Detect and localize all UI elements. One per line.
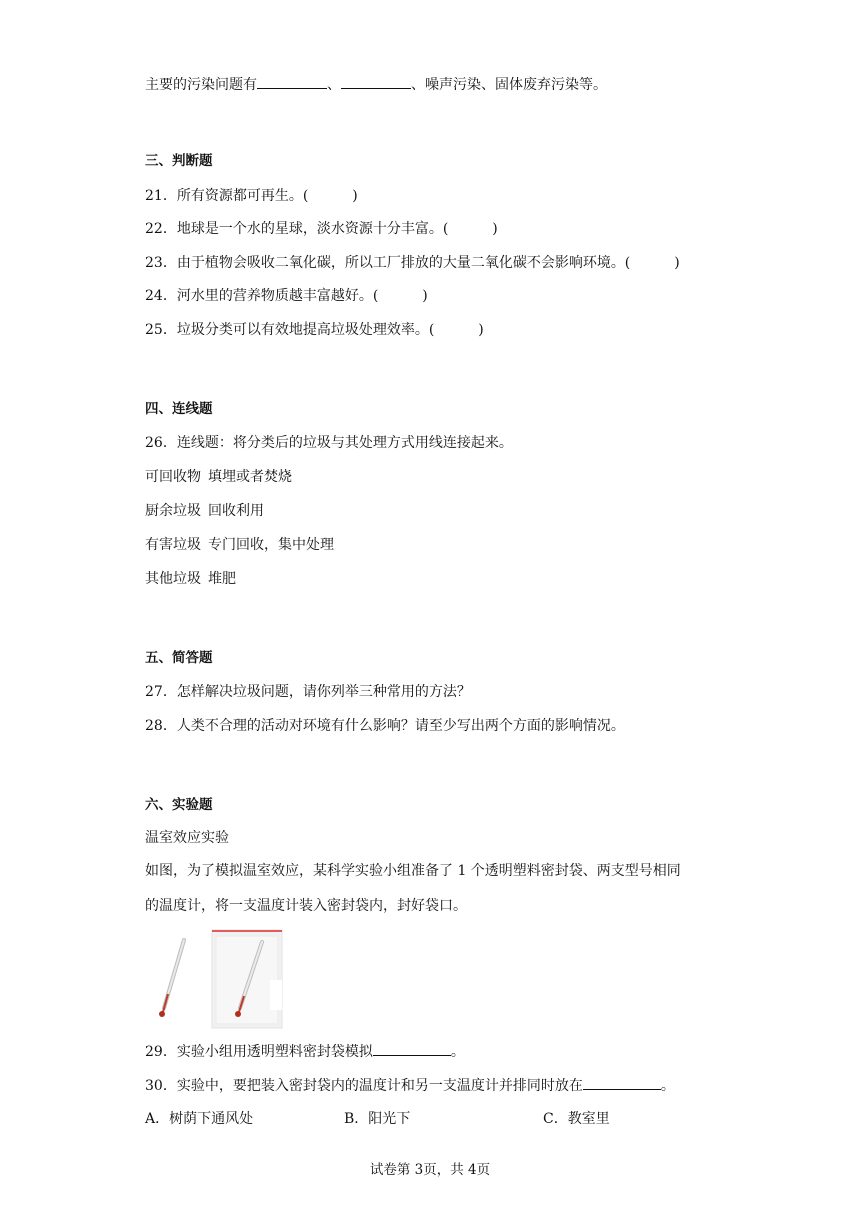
experiment-description: 如图，为了模拟温室效应，某科学实验小组准备了 1 个透明塑料密封袋、两支型号相同 bbox=[145, 863, 681, 879]
option-c[interactable]: C．教室里 bbox=[543, 1111, 610, 1127]
question-24: 24．河水里的营养物质越丰富越好。( ) bbox=[145, 288, 428, 304]
section-title-judge: 三、判断题 bbox=[145, 153, 213, 169]
match-row bbox=[145, 501, 264, 521]
question-27: 27．怎样解决垃圾问题，请你列举三种常用的方法？ bbox=[145, 684, 471, 700]
match-left[interactable]: 厨余垃圾 bbox=[145, 503, 201, 519]
match-row bbox=[145, 569, 236, 589]
answer-blank[interactable] bbox=[257, 74, 327, 89]
experiment-description: 的温度计，将一支温度计装入密封袋内，封好袋口。 bbox=[145, 898, 467, 914]
option-a[interactable]: A．树荫下通风处 bbox=[145, 1111, 254, 1127]
question-23: 23．由于植物会吸收二氧化碳，所以工厂排放的大量二氧化碳不会影响环境。( ) bbox=[145, 255, 680, 271]
q20-tail: 主要的污染问题有 、 、噪声污染、固体废弃污染等。 bbox=[145, 74, 607, 95]
section-title-short-answer: 五、简答题 bbox=[145, 650, 213, 666]
section-title-matching: 四、连线题 bbox=[145, 401, 213, 417]
answer-blank[interactable] bbox=[341, 74, 411, 89]
match-right[interactable]: 堆肥 bbox=[208, 571, 236, 587]
sealed-bag-icon bbox=[212, 930, 282, 1028]
match-left[interactable]: 其他垃圾 bbox=[145, 571, 201, 587]
q20-suffix: 噪声污染、固体废弃污染等。 bbox=[425, 77, 607, 93]
match-right[interactable]: 回收利用 bbox=[208, 503, 264, 519]
answer-blank[interactable] bbox=[583, 1075, 661, 1090]
match-row bbox=[145, 535, 334, 555]
question-22: 22．地球是一个水的星球，淡水资源十分丰富。( ) bbox=[145, 221, 498, 237]
question-21: 21．所有资源都可再生。( ) bbox=[145, 188, 358, 204]
question-30: 30．实验中，要把装入密封袋内的温度计和另一支温度计并排同时放在 。 bbox=[145, 1075, 675, 1096]
answer-blank[interactable] bbox=[373, 1041, 451, 1056]
match-left[interactable]: 有害垃圾 bbox=[145, 537, 201, 553]
section-title-experiment: 六、实验题 bbox=[145, 797, 213, 813]
match-left[interactable]: 可回收物 bbox=[145, 469, 201, 485]
question-29: 29．实验小组用透明塑料密封袋模拟 。 bbox=[145, 1041, 465, 1062]
q20-prefix: 主要的污染问题有 bbox=[145, 77, 257, 93]
match-row bbox=[145, 467, 292, 487]
experiment-title: 温室效应实验 bbox=[145, 830, 229, 846]
thermometer-icon bbox=[159, 940, 184, 1017]
question-25: 25．垃圾分类可以有效地提高垃圾处理效率。( ) bbox=[145, 322, 484, 338]
question-28: 28．人类不合理的活动对环境有什么影响？请至少写出两个方面的影响情况。 bbox=[145, 718, 625, 734]
question-26: 26．连线题：将分类后的垃圾与其处理方式用线连接起来。 bbox=[145, 435, 513, 451]
match-right[interactable]: 专门回收，集中处理 bbox=[208, 537, 334, 553]
match-right[interactable]: 填埋或者焚烧 bbox=[208, 469, 292, 485]
page-footer: 试卷第 3页，共 4页 bbox=[369, 1162, 491, 1178]
option-b[interactable]: B．阳光下 bbox=[344, 1111, 411, 1127]
thermometer-figure bbox=[150, 928, 290, 1030]
